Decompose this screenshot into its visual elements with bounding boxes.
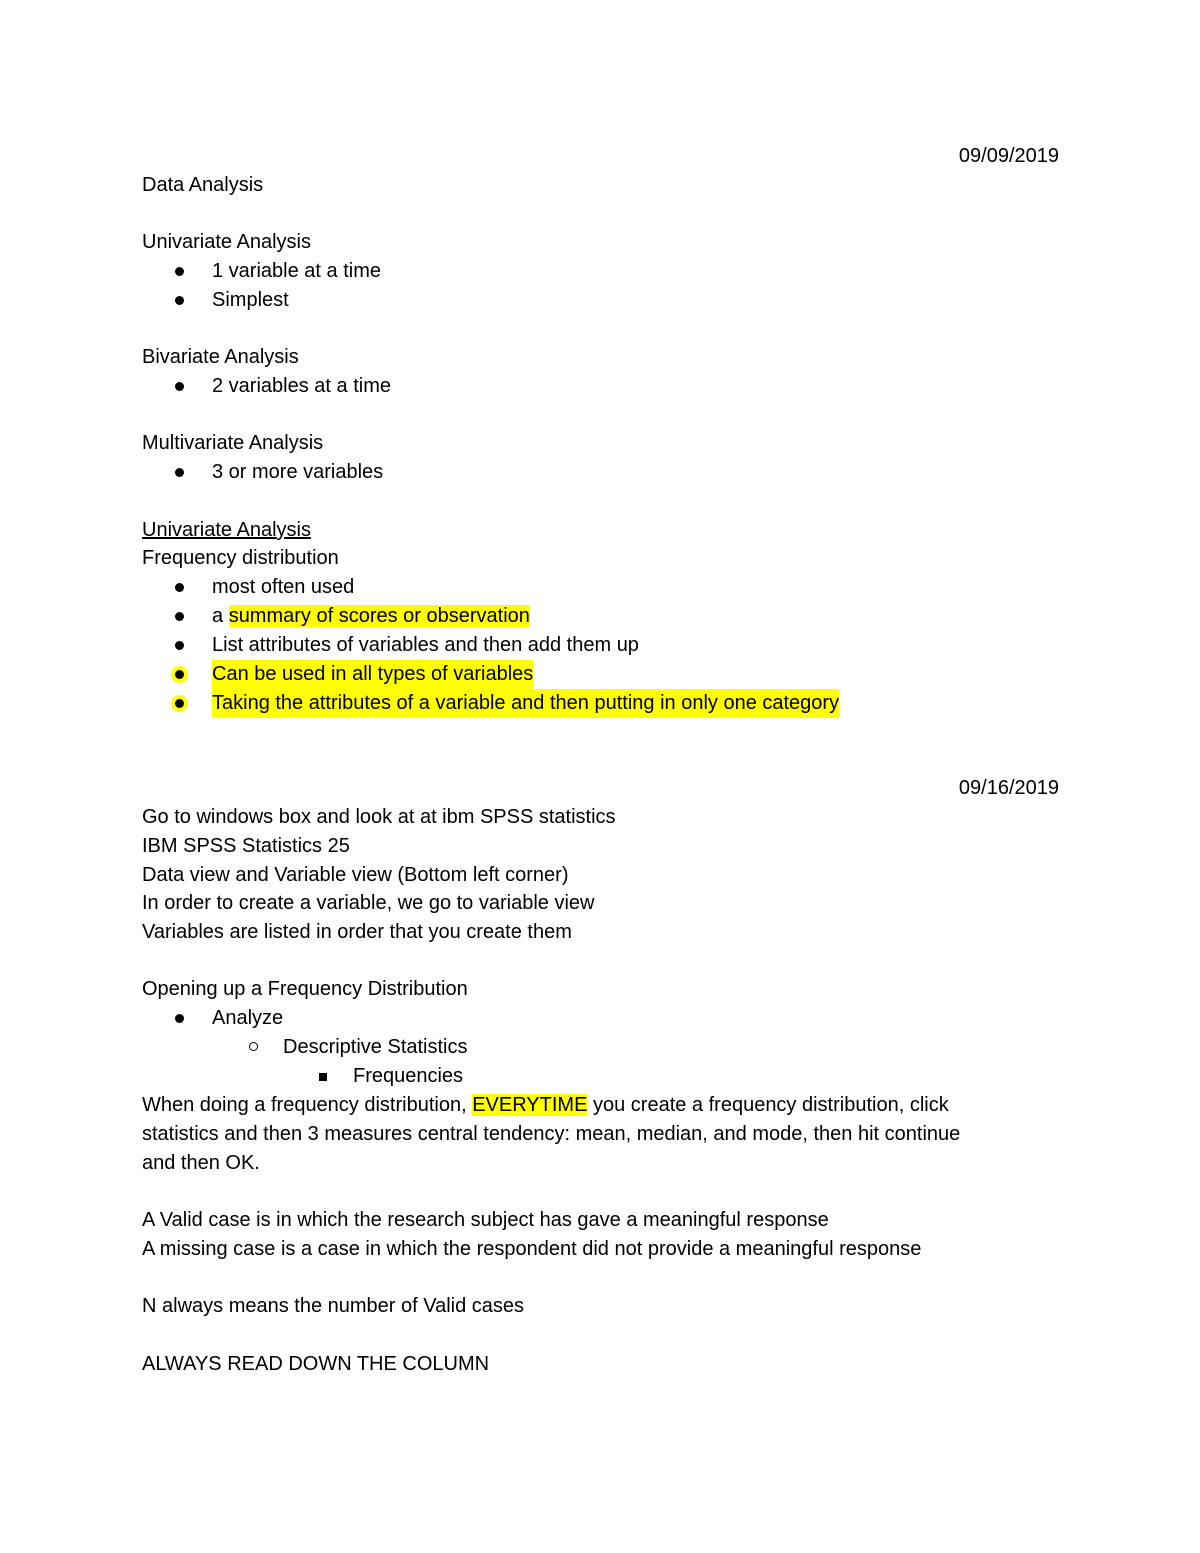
highlighted-text: EVERYTIME: [472, 1094, 588, 1116]
freq-bullet-2: a summary of scores or observation: [0, 602, 1200, 631]
bullet-icon: [175, 583, 184, 592]
n-note: N always means the number of Valid cases: [142, 1295, 525, 1317]
spss-line-1: Go to windows box and look at at ibm SPSS statistics: [142, 806, 616, 828]
freq-paragraph-line-1: When doing a frequency distribution, EVERYTIME you create a frequency distribution, click: [142, 1094, 949, 1116]
bullet-icon: [175, 1014, 184, 1023]
freq-paragraph-line-2: statistics and then 3 measures central tendency: mean, median, and mode, then hit continue: [142, 1123, 961, 1145]
valid-case-definition: A Valid case is in which the research subject has gave a meaningful response: [142, 1209, 829, 1231]
spss-line-3: Data view and Variable view (Bottom left corner): [142, 864, 569, 886]
freq-bullet-5: Taking the attributes of a variable and then putting in only one category: [0, 689, 1200, 718]
univariate-bullet-2: Simplest: [0, 286, 1200, 315]
bivariate-heading: Bivariate Analysis: [142, 346, 299, 368]
missing-case-definition: A missing case is a case in which the respondent did not provide a meaningful response: [142, 1238, 922, 1260]
spss-line-5: Variables are listed in order that you create them: [142, 921, 572, 943]
bullet-icon: [175, 296, 184, 305]
freq-step-2: Descriptive Statistics: [0, 1033, 1200, 1062]
final-note: ALWAYS READ DOWN THE COLUMN: [142, 1353, 490, 1375]
freq-step-3: Frequencies: [0, 1062, 1200, 1091]
document-title: Data Analysis: [142, 174, 264, 196]
spss-line-4: In order to create a variable, we go to variable view: [142, 892, 595, 914]
frequency-distribution-subheading: Frequency distribution: [142, 547, 339, 569]
univariate-section-heading: Univariate Analysis: [142, 519, 311, 541]
multivariate-heading: Multivariate Analysis: [142, 432, 324, 454]
univariate-heading: Univariate Analysis: [142, 231, 311, 253]
bullet-icon: [175, 468, 184, 477]
date-2: 09/16/2019: [958, 777, 1059, 799]
multivariate-bullet-1: 3 or more variables: [0, 458, 1200, 487]
freq-heading: Opening up a Frequency Distribution: [142, 978, 468, 1000]
bullet-icon: [175, 670, 184, 679]
freq-bullet-4: Can be used in all types of variables: [0, 660, 1200, 689]
freq-bullet-3: List attributes of variables and then add them up: [0, 631, 1200, 660]
circle-bullet-icon: [249, 1042, 258, 1051]
bullet-icon: [175, 382, 184, 391]
bullet-icon: [175, 612, 184, 621]
freq-paragraph-line-3: and then OK.: [142, 1152, 260, 1174]
freq-bullet-1: most often used: [0, 573, 1200, 602]
univariate-bullet-1: 1 variable at a time: [0, 257, 1200, 286]
highlighted-text: summary of scores or observation: [228, 605, 530, 627]
spss-line-2: IBM SPSS Statistics 25: [142, 835, 350, 857]
bullet-icon: [175, 699, 184, 708]
bullet-icon: [175, 641, 184, 650]
bivariate-bullet-1: 2 variables at a time: [0, 372, 1200, 401]
square-bullet-icon: [319, 1073, 327, 1081]
freq-step-1: Analyze: [0, 1004, 1200, 1033]
date-1: 09/09/2019: [958, 145, 1059, 167]
bullet-icon: [175, 267, 184, 276]
